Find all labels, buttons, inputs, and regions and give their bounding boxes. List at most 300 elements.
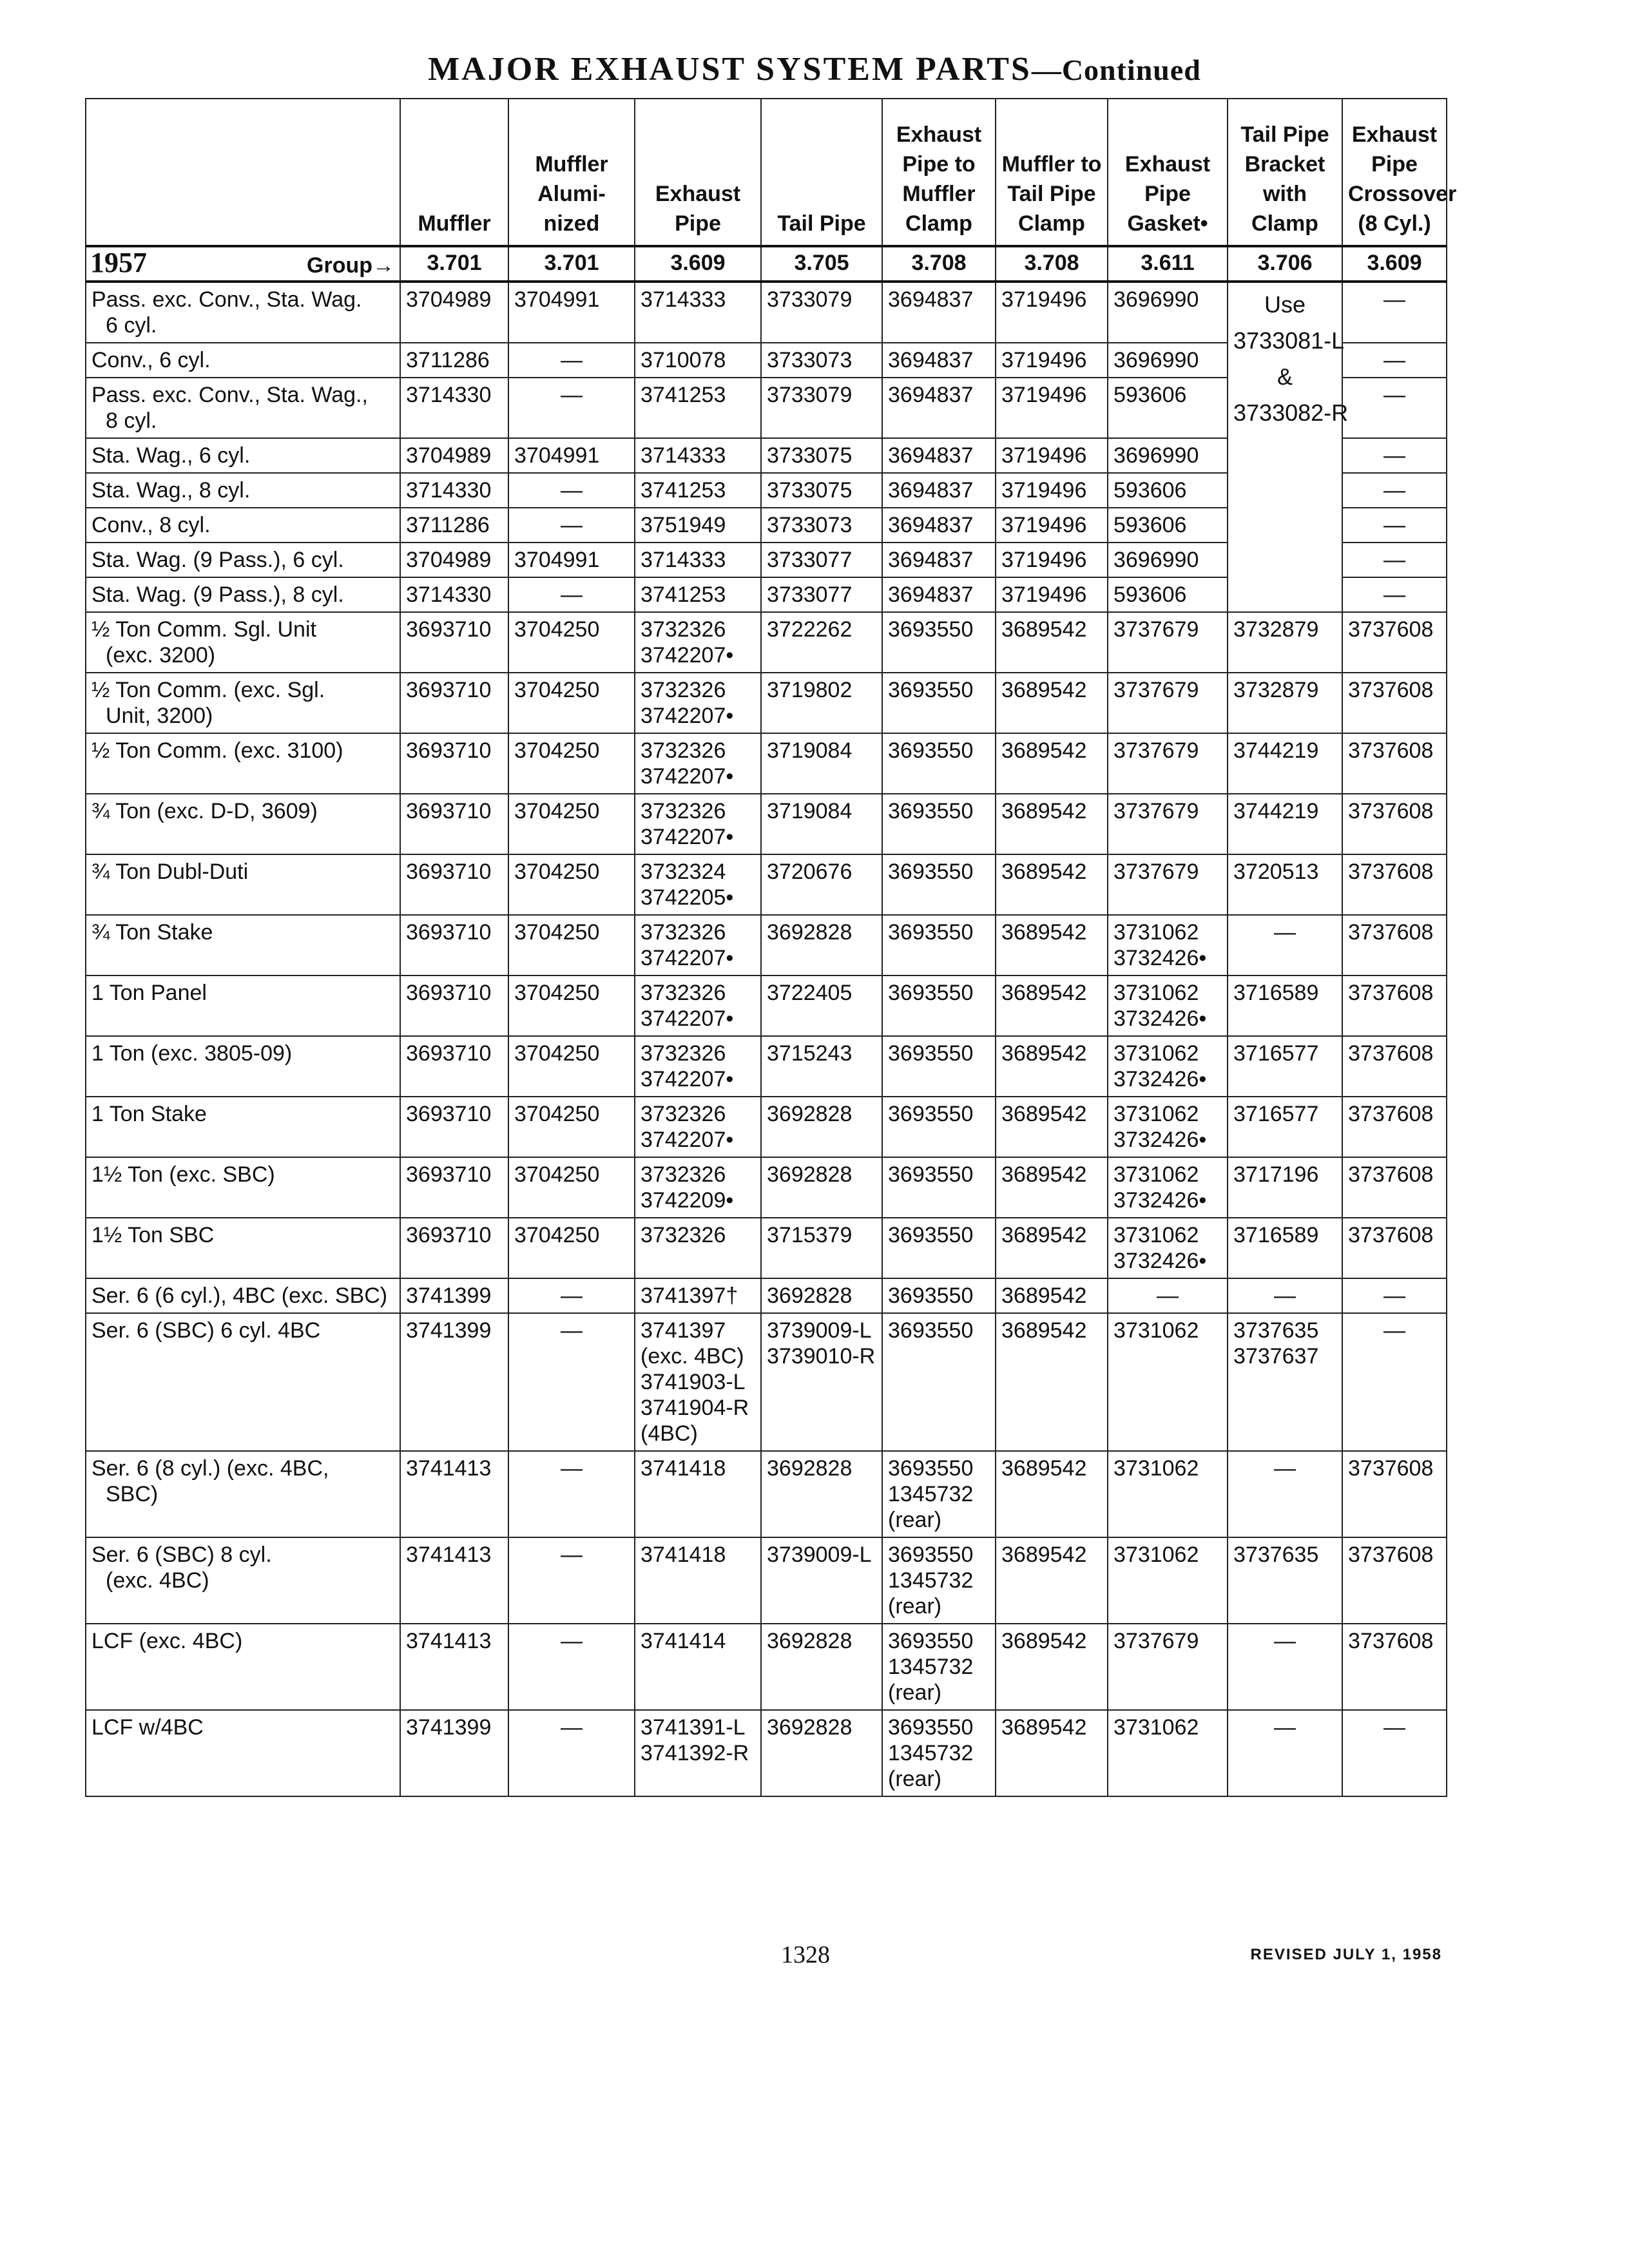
part-cell (635, 577, 761, 612)
part-cell (1108, 1097, 1228, 1157)
part-cell (996, 543, 1108, 577)
part-number: 3692828 (767, 1162, 853, 1187)
part-number: 3719496 (1001, 383, 1087, 407)
part-cell (508, 1218, 635, 1278)
part-cell (1228, 1157, 1342, 1218)
description-line: Sta. Wag. (9 Pass.), 6 cyl. (92, 548, 344, 572)
part-cell (882, 1710, 996, 1796)
part-cell (1108, 1710, 1228, 1796)
row-description (86, 673, 400, 733)
part-number: 3731062 (1113, 1542, 1199, 1567)
part-number: 3689542 (1001, 1318, 1087, 1343)
group-code-4: 3.705 (761, 246, 882, 282)
description-line: 1 Ton (exc. 3805-09) (92, 1041, 293, 1066)
part-cell (1342, 438, 1447, 473)
part-number: 3714333 (641, 287, 726, 312)
part-number: 3741391-L (641, 1715, 746, 1740)
part-cell (1342, 915, 1447, 975)
part-cell (996, 854, 1108, 915)
part-cell (1228, 1097, 1342, 1157)
part-cell (882, 508, 996, 543)
part-number: 3696990 (1113, 287, 1199, 312)
part-number: — (1157, 1283, 1179, 1308)
description-line: Sta. Wag., 8 cyl. (92, 478, 251, 503)
revised-date: REVISED JULY 1, 1958 (1250, 1946, 1442, 1963)
part-number: 3741399 (406, 1283, 492, 1308)
part-cell (761, 1624, 882, 1710)
bracket-note-line: Use (1264, 291, 1306, 318)
part-cell (882, 438, 996, 473)
part-number: 3732326 (641, 617, 726, 642)
part-cell (996, 508, 1108, 543)
description-line: Ser. 6 (SBC) 8 cyl. (92, 1542, 272, 1567)
part-cell (1342, 1097, 1447, 1157)
part-number: 3732426• (1113, 1249, 1207, 1273)
part-cell (1108, 673, 1228, 733)
part-cell (882, 473, 996, 508)
description-line: Ser. 6 (6 cyl.), 4BC (exc. SBC) (92, 1283, 388, 1308)
part-number: 3704250 (514, 1041, 600, 1066)
table-row (86, 1278, 1447, 1313)
part-number: 3693550 (888, 1041, 974, 1066)
part-number: 3689542 (1001, 1162, 1087, 1187)
part-cell (882, 612, 996, 673)
part-cell (400, 1710, 508, 1796)
table-row (86, 673, 1447, 733)
bracket-note-line: 3733081-L (1233, 327, 1345, 354)
group-code-3: 3.609 (635, 246, 761, 282)
part-number: 3737679 (1113, 799, 1199, 823)
part-cell (1228, 1036, 1342, 1097)
part-number: 3704250 (514, 981, 600, 1005)
part-cell (635, 378, 761, 438)
part-number: 3739009-L (767, 1318, 872, 1343)
table-row (86, 282, 1447, 343)
part-number: 3716577 (1233, 1041, 1319, 1066)
part-number: 3719496 (1001, 478, 1087, 503)
part-number: 3719084 (767, 738, 853, 763)
part-number: 3689542 (1001, 1041, 1087, 1066)
part-cell (400, 473, 508, 508)
part-cell (1342, 794, 1447, 854)
part-number: 3716577 (1233, 1102, 1319, 1126)
part-cell (761, 1036, 882, 1097)
part-cell (635, 1278, 761, 1313)
part-number: 3732426• (1113, 1128, 1207, 1152)
part-cell (1228, 915, 1342, 975)
part-number: 3737635 (1233, 1542, 1319, 1567)
part-number: 3741397† (641, 1283, 738, 1308)
part-number: 3742207• (641, 764, 734, 789)
part-number: 3733073 (767, 513, 853, 537)
part-number: 3694837 (888, 478, 974, 503)
part-number: (rear) (888, 1767, 942, 1791)
part-cell (1108, 577, 1228, 612)
part-number: 3737608 (1348, 920, 1434, 945)
part-number: 3732426• (1113, 1188, 1207, 1213)
part-cell (996, 282, 1108, 343)
column-header-3: Exhaust Pipe (635, 99, 761, 246)
part-number: 3693550 (888, 1456, 974, 1481)
part-number: 3692828 (767, 1715, 853, 1740)
part-cell (1342, 1624, 1447, 1710)
part-cell (1108, 915, 1228, 975)
part-number: 3731062 (1113, 1456, 1199, 1481)
part-number: (rear) (888, 1594, 942, 1619)
part-cell (1108, 438, 1228, 473)
part-cell (400, 282, 508, 343)
part-number: — (1274, 1715, 1296, 1740)
part-cell (400, 673, 508, 733)
part-cell (761, 1218, 882, 1278)
part-cell (508, 577, 635, 612)
part-number: 3731062 (1113, 1318, 1199, 1343)
table-row (86, 1218, 1447, 1278)
part-number: 3689542 (1001, 1283, 1087, 1308)
description-line: Ser. 6 (SBC) 6 cyl. 4BC (92, 1318, 321, 1343)
part-number: — (561, 348, 583, 372)
part-cell (508, 1624, 635, 1710)
row-description (86, 854, 400, 915)
part-cell (1228, 1313, 1342, 1451)
part-cell (1108, 543, 1228, 577)
part-number: 3693550 (888, 1629, 974, 1653)
row-description (86, 543, 400, 577)
part-number: 3693550 (888, 1223, 974, 1247)
part-cell (882, 794, 996, 854)
part-number: 3714330 (406, 383, 492, 407)
part-number: 3731062 (1113, 1102, 1199, 1126)
part-cell (996, 1218, 1108, 1278)
part-cell (761, 282, 882, 343)
description-line: 8 cyl. (106, 408, 157, 433)
row-description (86, 1710, 400, 1796)
row-description (86, 1537, 400, 1624)
part-number: 3719496 (1001, 582, 1087, 607)
part-number: 3693550 (888, 860, 974, 884)
part-number: 3741253 (641, 582, 726, 607)
part-number: 3732326 (641, 799, 726, 823)
header-row (86, 99, 1447, 246)
part-cell (761, 543, 882, 577)
part-cell (400, 733, 508, 794)
part-number: 3689542 (1001, 920, 1087, 945)
description-line: LCF w/4BC (92, 1715, 204, 1740)
description-line: 6 cyl. (106, 313, 157, 338)
part-cell (1228, 1218, 1342, 1278)
part-number: 593606 (1113, 383, 1187, 407)
part-number: 3739010-R (767, 1344, 876, 1369)
part-number: 3733075 (767, 443, 853, 468)
part-number: 3737608 (1348, 1041, 1434, 1066)
part-number: 1345732 (888, 1741, 974, 1765)
row-description (86, 473, 400, 508)
part-number: 3693550 (888, 678, 974, 702)
part-number: 3694837 (888, 443, 974, 468)
table-row (86, 1157, 1447, 1218)
part-number: 3704991 (514, 287, 600, 312)
part-number: 3704991 (514, 548, 600, 572)
part-cell (882, 854, 996, 915)
part-cell (996, 612, 1108, 673)
part-cell (761, 1313, 882, 1451)
description-line: Ser. 6 (8 cyl.) (exc. 4BC, (92, 1456, 329, 1481)
part-cell (635, 1451, 761, 1537)
model-year: 1957 (90, 247, 147, 278)
part-number: 3737608 (1348, 1162, 1434, 1187)
part-cell (761, 673, 882, 733)
part-number: 3741392-R (641, 1741, 749, 1765)
part-cell (882, 915, 996, 975)
part-cell (882, 733, 996, 794)
part-cell (508, 543, 635, 577)
part-cell (400, 854, 508, 915)
part-cell (882, 1624, 996, 1710)
part-cell (1228, 794, 1342, 854)
part-number: 3742207• (641, 1128, 734, 1152)
column-header-8: Tail Pipe Bracket with Clamp (1228, 99, 1342, 246)
part-number: 3717196 (1233, 1162, 1319, 1187)
part-number: 3741903-L (641, 1370, 746, 1394)
part-number: 3737679 (1113, 1629, 1199, 1653)
row-description (86, 1451, 400, 1537)
part-cell (761, 1278, 882, 1313)
part-cell (996, 1710, 1108, 1796)
part-cell (400, 508, 508, 543)
part-number: 3741253 (641, 383, 726, 407)
part-cell (996, 794, 1108, 854)
part-cell (635, 673, 761, 733)
part-number: 3741413 (406, 1542, 492, 1567)
part-number: 3732326 (641, 1223, 726, 1247)
description-line: ½ Ton Comm. Sgl. Unit (92, 617, 316, 642)
part-number: 3719802 (767, 678, 853, 702)
part-cell (1342, 1218, 1447, 1278)
part-cell (1108, 343, 1228, 378)
table-row (86, 1710, 1447, 1796)
part-number: — (1274, 1283, 1296, 1308)
part-cell (1342, 1278, 1447, 1313)
page-number: 1328 (781, 1941, 830, 1968)
part-cell (882, 1537, 996, 1624)
part-cell (508, 733, 635, 794)
description-line: (exc. 4BC) (106, 1568, 209, 1593)
table-row (86, 915, 1447, 975)
part-cell (761, 915, 882, 975)
part-number: 3737608 (1348, 1223, 1434, 1247)
part-number: 3704250 (514, 1102, 600, 1126)
part-cell (996, 343, 1108, 378)
part-number: 3737637 (1233, 1344, 1319, 1369)
part-number: 3693550 (888, 981, 974, 1005)
part-cell (996, 1157, 1108, 1218)
part-number: 3693710 (406, 920, 492, 945)
part-cell (508, 282, 635, 343)
part-number: 3737635 (1233, 1318, 1319, 1343)
part-number: 3731062 (1113, 981, 1199, 1005)
table-row (86, 975, 1447, 1036)
part-number: 3693710 (406, 799, 492, 823)
row-description (86, 438, 400, 473)
part-number: — (1274, 920, 1296, 945)
part-number: 3742209• (641, 1188, 734, 1213)
part-number: 3732426• (1113, 1006, 1207, 1031)
row-description (86, 1097, 400, 1157)
part-cell (508, 508, 635, 543)
part-number: 3733079 (767, 287, 853, 312)
part-number: 3737608 (1348, 860, 1434, 884)
part-cell (400, 1624, 508, 1710)
part-number: 3711286 (406, 348, 490, 372)
part-number: — (1383, 548, 1405, 572)
part-cell (1108, 1157, 1228, 1218)
part-cell (996, 438, 1108, 473)
part-number: 3741418 (641, 1542, 726, 1567)
part-number: 3741904-R (641, 1396, 749, 1420)
part-cell (996, 1036, 1108, 1097)
part-number: — (561, 1542, 583, 1567)
part-cell (996, 673, 1108, 733)
part-cell (400, 612, 508, 673)
part-number: 3693710 (406, 1162, 492, 1187)
part-cell (508, 915, 635, 975)
part-cell (761, 378, 882, 438)
part-cell (400, 1313, 508, 1451)
part-number: 3741413 (406, 1629, 492, 1653)
part-number: — (1383, 1318, 1405, 1343)
part-cell (635, 794, 761, 854)
part-cell (1108, 1624, 1228, 1710)
part-number: 3719496 (1001, 443, 1087, 468)
part-cell (508, 1710, 635, 1796)
column-header-7: Exhaust Pipe Gasket• (1108, 99, 1228, 246)
table-row (86, 1313, 1447, 1451)
part-number: 3689542 (1001, 1542, 1087, 1567)
part-number: 3693710 (406, 1041, 492, 1066)
part-number: 3692828 (767, 1456, 853, 1481)
part-number: 3689542 (1001, 617, 1087, 642)
part-cell (761, 975, 882, 1036)
part-number: 3714333 (641, 443, 726, 468)
part-cell (761, 473, 882, 508)
part-number: (rear) (888, 1508, 942, 1532)
part-number: 3733073 (767, 348, 853, 372)
part-number: 3694837 (888, 383, 974, 407)
part-cell (1228, 1278, 1342, 1313)
part-cell (1228, 1624, 1342, 1710)
part-cell (635, 1097, 761, 1157)
row-description (86, 1036, 400, 1097)
part-cell (996, 378, 1108, 438)
description-line: Conv., 6 cyl. (92, 348, 211, 372)
part-cell (635, 343, 761, 378)
part-number: 3742207• (641, 825, 734, 849)
part-cell (400, 915, 508, 975)
description-line: 1 Ton Stake (92, 1102, 207, 1126)
part-cell (400, 543, 508, 577)
part-number: 3719496 (1001, 548, 1087, 572)
part-cell (635, 508, 761, 543)
part-number: 3731062 (1113, 1162, 1199, 1187)
part-number: 3704989 (406, 287, 492, 312)
part-number: — (1274, 1629, 1296, 1653)
part-number: — (561, 1629, 583, 1653)
part-cell (761, 1451, 882, 1537)
part-number: 3696990 (1113, 443, 1199, 468)
part-number: 3741253 (641, 478, 726, 503)
part-number: 3731062 (1113, 1041, 1199, 1066)
part-cell (1228, 733, 1342, 794)
part-cell (635, 854, 761, 915)
part-cell (996, 1451, 1108, 1537)
part-number: 3737608 (1348, 1629, 1434, 1653)
tail-pipe-bracket-note (1228, 282, 1349, 612)
part-number: — (1383, 348, 1405, 372)
part-cell (400, 1157, 508, 1218)
description-line: Pass. exc. Conv., Sta. Wag., (92, 383, 368, 407)
part-cell (882, 1313, 996, 1451)
part-cell (400, 1451, 508, 1537)
part-cell (508, 673, 635, 733)
year-group-cell (86, 246, 400, 282)
part-cell (635, 1537, 761, 1624)
part-number: — (1383, 443, 1405, 468)
part-number: 3733077 (767, 548, 853, 572)
part-number: 3692828 (767, 1629, 853, 1653)
exhaust-parts-table (85, 98, 1457, 1797)
part-number: 3704250 (514, 678, 600, 702)
title-main: MAJOR EXHAUST SYSTEM PARTS (428, 51, 1032, 88)
part-cell (882, 1036, 996, 1097)
part-number: — (1383, 1715, 1405, 1740)
part-cell (1108, 508, 1228, 543)
part-number: 1345732 (888, 1655, 974, 1679)
part-number: (rear) (888, 1680, 942, 1705)
group-code-1: 3.701 (400, 246, 508, 282)
part-cell (761, 1097, 882, 1157)
part-cell (400, 975, 508, 1036)
part-number: 3696990 (1113, 348, 1199, 372)
part-number: 3741399 (406, 1318, 492, 1343)
part-number: — (1383, 287, 1405, 312)
part-cell (1108, 378, 1228, 438)
part-cell (1342, 378, 1447, 438)
part-number: 3694837 (888, 513, 974, 537)
part-number: 3711286 (406, 513, 490, 537)
part-number: 3719496 (1001, 348, 1087, 372)
row-description (86, 975, 400, 1036)
part-number: 3737679 (1113, 860, 1199, 884)
row-description (86, 282, 400, 343)
parts-body (86, 282, 1447, 1796)
part-number: 3742207• (641, 946, 734, 970)
row-description (86, 1624, 400, 1710)
part-number: 3692828 (767, 1283, 853, 1308)
part-number: 3733077 (767, 582, 853, 607)
description-line: ¾ Ton (exc. D-D, 3609) (92, 799, 318, 823)
description-line: LCF (exc. 4BC) (92, 1629, 243, 1653)
part-number: 3694837 (888, 348, 974, 372)
description-line: Conv., 8 cyl. (92, 513, 211, 537)
part-cell (508, 1036, 635, 1097)
part-cell (1342, 733, 1447, 794)
part-number: — (561, 383, 583, 407)
part-cell (635, 915, 761, 975)
part-cell (996, 733, 1108, 794)
part-number: 3693710 (406, 981, 492, 1005)
part-cell (1342, 343, 1447, 378)
part-cell (882, 577, 996, 612)
